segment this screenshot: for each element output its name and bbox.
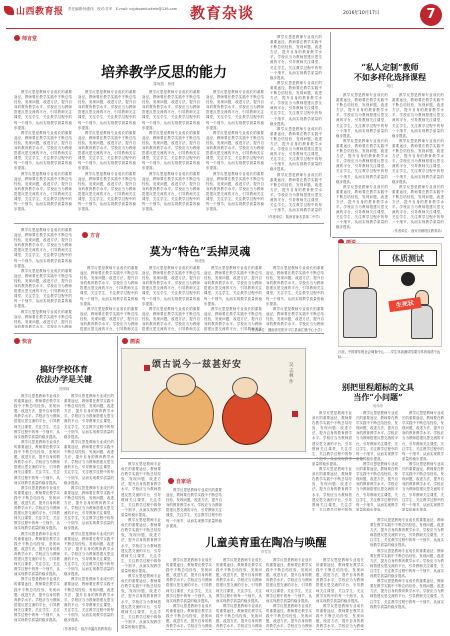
cartoon-caption: 日前，中国青年报社会调查中心……学生体质测试结果与体育成绩不达标…… xyxy=(338,350,441,359)
section-rule xyxy=(332,237,444,238)
article-column-top: 教学反思是教师专业成长的重要途径，教师要在教学实践中不断总结经验，发现问题，改进方法，提升自身的教育教学水平。学校应当为教师搭建反思交流的平台，引导教师关注课堂，关注学生，关注教学过程中的每一个细节，从而实现教学质量的稳步提高。 xyxy=(166,488,222,528)
tag-fangyan: 方言 xyxy=(82,232,100,239)
article-column-3: 教学反思是教师专业成长的重要途径，教师要在教学实践中不断总结经验，发现问题，改进方法，提升自身的教育教学水平。学校应当为教师搭建反思交流的平台，引导教师关注课堂，关注学生，关注教学过程中的每一个细节，从而实现教学质量的稳步提高。 教学反思是教师专业成长的重要途径，教师要在教学实践中不断总结经验，发现问题，改进方法，提升自身的教育教学水平。学校应当为教师搭建反思交流的平台，引导教师关注课堂，关注学生，关注教学过程中的每一个细节，从而实现教学质量的稳步提高。 xyxy=(402,411,444,511)
tag-huashuo: 画说 xyxy=(122,338,140,345)
article-column-1: 教学反思是教师专业成长的重要途径，教师要在教学实践中不断总结经验，发现问题，改进方法，提升自身的教育教学水平。学校应当为教师搭建反思交流的平台，引导教师关注课堂，关注学生，关注教学过程中的每一个细节，从而实现教学质量的稳步提高。 教学反思是教师专业成长的重要途径，教师要在教学实践中不断总结经验，发现问题，改进方法，提升自身的教育教学水平。学校应当为教师搭建反思交流的平台，引导教师关注课堂，关注学生，关注教学过程中的每一个细节，从而实现教学质量的稳步提高。 教学反思是教师专业成长的重要途径，教师要在教学实践中不断总结经验，发现问题，改进方法，提升自身的教育教学水平。学校应当为教师搭建反思交流的平台，引导教师关注课堂，关注学生，关注教学过程中的每一个细节，从而实现教学质量的稳步提高。 xyxy=(14,90,72,212)
article-column-4: 教学反思是教师专业成长的重要途径，教师要在教学实践中不断总结经验，发现问题，改进方法，提升自身的教育教学水平。学校应当为教师搭建反思交流的平台，引导教师关注课堂，关注学生，关注教学过程中的每一个细节，从而实现教学质量的稳步提高。 教学反思是教师专业成长的重要途径，教师要在教学实践中不断总结经验，发现问题，改进方法，提升自身的教育教学水平。学校应当为教师 xyxy=(266,266,324,326)
article-credit: （作者单位：湖南省岳阳市平江县南江镇中心小学） xyxy=(248,328,324,332)
article-column-left: 教学反思是教师专业成长的重要途径，教师要在教学实践中不断总结经验，发现问题，改进方法，提升自身的教育教学水平。学校应当为教师搭建反思交流的平台，引导教师关注课堂，关注学生，关注教学过程中的每一个细节，从而实现教学质量的稳步提高。 教学反思是教师专业成长的重要途径，教师要在教学实践中不断总结经验，发现问题，改进方法，提升自身的教育教学水平。学校应当为教师搭建反思交流的平台，引导教师关注课堂，关注学生，关注教学过程中的每一个细节，从而实现教学质量的稳步提高。 教学反思是教师专业成长的重要途径，教师要在教学实践中不断总结经验，发现问题，改进方法，提升自身的教育教学水平。学校应当为教师 xyxy=(14,228,72,328)
article-column-1: 教学反思是教师专业成长的重要途径，教师要在教学实践中不断总结经验，发现问题，改进方法，提升自身的教育教学水平。学校应当为教师搭建反思交流的平台，引导教师关注课堂，关注学生，关注教学过程中的每一个细节，从而实现教学质量的稳步提高。 教学反思是教师专业成长的重要途径，教师要在教学实践中不断总结经验，发现问题，改进方法，提升自身的教育教学水平。学校应当为教师搭建反思交流的平台，引导教师关注课堂，关注学生，关注教学过程中的每一个细节，从而实现教学质量的稳步提高。 教学反思是教师专业成长的重要途径，教师要在教学实践中不断总结经验，发现问题，改进方法，提升自身的教育教学水平。学校应当为教师搭建反思交流的平台，引导教师关注课堂，关注学生，关注教学过程中的每一个细节，从而实现教学质量的稳步提高。 教学反思是教师专业成长的重要途径，教师要在教学实践中不断总结经验，发现问题，改进方法，提升自身的教育教学水平。学校应当为教师搭建反思交流的平台，引导教师关注课堂，关注学生，关注教学过程中的每一个细节，从而实现教学质量的稳步提高。 教学反思是教师专业成长的重要途径，教师要在教学实践中不断总结经验，发现问题，改进方法，提升自身的教育教学水平。学校应当为教师搭建反思交流的平台，引导教师关注课堂，关注学生，关注教学过程中的每一个细节，从而实现教学质量的稳步提高。 xyxy=(14,394,60,623)
article-credit: （作者单位：临汾市襄汾县教育局） xyxy=(61,627,114,631)
tag-dot-icon xyxy=(14,338,20,344)
tag-dot-icon xyxy=(82,232,88,238)
tag-dot-icon xyxy=(168,478,174,484)
article-byline: 陈海燕 杨建 xyxy=(153,82,175,86)
cartoon-student-body xyxy=(411,305,433,339)
article-column-2: 教学反思是教师专业成长的重要途径，教师要在教学实践中不断总结经验，发现问题，改进方法，提升自身的教育教学水平。学校应当为教师搭建反思交流的平台，引导教师关注课堂，关注学生，关注教学过程中的每一个细节，从而实现教学质量的稳步提高。 教学反思是教师专业成长的重要途径，教师要在教学实践中不断总结经验，发现问题，改进方法，提升自身的教育教学水平。学校应当为教师搭建反思交流的平台，引导教师关注课堂，关注学生，关注教学过程中的每一个细节，从而实现教学质量的稳步提高。 教学反思是教师专业成长的重要途径，教师要在教学实践中不断总结经验，发现问题，改进方法，提升自身的教育教学水平。学校应当为教师搭建反思交流的平台，引导教师关注课堂，关注学生，关注教学过程中的每一个细节，从而实现教学质量的 xyxy=(392,93,444,225)
painting-face-right xyxy=(232,377,258,399)
masthead-info: 责任编辑:杨建伟 校对:苏军 E-mail: sxjybsxeduxkmb@126.com xyxy=(68,7,178,11)
article-headline: “私人定制”教师 不如多样化选择课程 xyxy=(354,62,426,82)
section-rule xyxy=(14,333,324,334)
article-column-2: 教学反思是教师专业成长的重要途径，教师要在教学实践中不断总结经验，发现问题，改进方法，提升自身的教育教学水平。学校应当为教师搭建反思交流的平台，引导教师关注课堂，关注学生，关注教学过程中的每一个细节，从而实现教学质量的稳步提高。 教学反思是教师专业成长的重要途径，教师要在教学实践中不断总结经验，发现问题，改进方法，提升自身的教育教学水平。学校应当为教师搭建反思交流的平台，引导教师关注 xyxy=(142,266,200,332)
painting-figure-right xyxy=(222,391,272,445)
article-headline: 培养教学反思的能力 xyxy=(101,65,227,81)
tag-kuaiyan: 快言 xyxy=(14,338,32,345)
logo-bird-icon xyxy=(4,6,14,15)
article-column-left: 教学反思是教师专业成长的重要途径，教师要在教学实践中不断总结经验，发现问题，改进方法，提升自身的教育教学水平。学校应当为教师搭建反思交流的平台，引导教师关注课堂，关注学生，关注教学过程中的每一个细节，从而实现教学质量的稳步提高。 教学反思是教师专业成长的重要途径，教师要在教学实践中不断总结经验，发现问题，改进方法，提升自身的教育教学水平。学校应当为教师搭建反思交流的平台，引导教师关注课堂，关注学生，关注教学过程中的每一个细节，从而实现教学质量的稳步提高。 教学反思是教师专业成长的重要途径，教师要在教学实践中不断总结经验，发现问题，改进方法，提升自身的教育教学水平。学校应当为教师搭建反思交流的平台，引导教师关注课堂，关注学生，关注教学过程中的每一个细节，从而实现教学质量的稳步提高。 xyxy=(121,462,161,629)
article-column-5: 教学反思是教师专业成长的重要途径，教师要在教学实践中不断总结经验，发现问题，改进方法，提升自身的教育教学水平。学校应当为教师搭建反思交流的平台，引导教师关注课堂，关注学生，关注教学过程中的每一个细节，从而实现教学质量的稳步提高。 教学反思是教师专业成长的重要途径，教师要在教学实践中不断总结经验，发现问题，改进方法，提升自身的教育教学水平。学校应当为教师搭建反思交流的平台，引导教师关注课堂，关注学生，关注教学过程中的每一个细节，从而实现教学质量的稳步提高。 教学反思是教师专业成长的重要途径，教师要在教学实践中不断总结经验，发现问题，改进方法，提升自身的教育教学水平。学校应当为教师搭建反思交流的平台，引导教师关注课堂，关注学生，关注教学过程中的每一个细节，从而实现教学质量的稳步提高。 教学反思是教师专业成长的重要途径，教师要在教学实践中不断总结经验，发现问题，改进方法，提升自身的教育教学水平。学校应当为教师搭建反思交流的平台，引导教师关注课堂，关注学生，关注教学过程中的每一个细节，从而实现教学质量的 xyxy=(270,35,322,213)
article-column-3: 教学反思是教师专业成长的重要途径，教师要在教学实践中不断总结经验，发现问题，改进方法，提升自身的教育教学水平。学校应当为教师搭建反思交流的平台，引导教师关注课堂，关注学生，关注教学过程中的每一个细节，从而实现教学质量的稳步提高。 教学反思是教师专业成长的重要途径，教师要在教学实践中不断总结经验，发现问题，改进方法，提升自身的教育教学水平。学校应当为教师 xyxy=(266,558,312,629)
article-column-2: 教学反思是教师专业成长的重要途径，教师要在教学实践中不断总结经验，发现问题，改进方法，提升自身的教育教学水平。学校应当为教师搭建反思交流的平台，引导教师关注课堂，关注学生，关注教学过程中的每一个细节，从而实现教学质量的稳步提高。 教学反思是教师专业成长的重要途径，教师要在教学实践中不断总结经验，发现问题，改进方法，提升自身的教育教学水平。学校应当为教师搭建反思交流的平台，引导教师关注课堂，关注学生，关注教学过程中的每一个细节，从而实现教学质量的稳步提高。 教学反思是教师专业成长的重要途径，教师要在教学实践中不断总结经验，发现问题，改进方法，提升自身的教育教学水平。学校应当为教师搭建反思交流的平台，引导教师关注课堂，关注学生，关注教学过程中的每一个细节，从而实现教学质量的稳步提高。 教学反思是教师专业成长的重要途径，教师要在教学实践中不断总结经验，发现问题，改进方法，提升自身的教育教学水平。学校应当为教师搭建反思交流的平台，引导教师关注课堂，关注学生，关注教学过程中的每一个细节，从而实现教学质量的稳步提高。 教学反思是教师专业成长的重要途径，教师要在教学实践中不断总结经验，发现问题，改进方法，提升自身的教育教学水平。学校应当为教师搭建反思交流的平台，引导教师关注课堂，关注学生，关注教学过程中的每一个细节，从而实现教学质量的稳步提高。 xyxy=(64,394,114,623)
painting-seal xyxy=(292,411,298,417)
article-byline: 乔雪芳 xyxy=(260,550,272,554)
article-byline: 吴伟东 xyxy=(372,404,384,408)
tag-shiyantang: 师言堂 xyxy=(14,35,37,42)
section-rule xyxy=(14,223,324,224)
column-divider xyxy=(117,336,118,632)
painting-face-left xyxy=(166,373,196,397)
article-credit: （作者单位：陕西省神木县第二中学） xyxy=(265,215,322,219)
cartoon-official-body xyxy=(343,288,377,338)
tag-zijiahua: 自家话 xyxy=(168,478,191,485)
article-column-1: 教学反思是教师专业成长的重要途径，教师要在教学实践中不断总结经验，发现问题，改进方法，提升自身的教育教学水平。学校应当为教师搭建反思交流的平台，引导教师关注课堂，关注学生，关注教学过程中的每一个细节，从而实现教学质量的稳步提高。 教学反思是教师专业成长的重要途径，教师要在教学实践中不断总结经验，发现问题，改进方法，提升自身的教育教学水平。学校应当为教师搭建反思交流的平台，引导教师关注 xyxy=(80,266,138,332)
article-byline: 冯照林 xyxy=(58,387,70,391)
article-column-1: 教学反思是教师专业成长的重要途径，教师要在教学实践中不断总结经验，发现问题，改进方法，提升自身的教育教学水平。学校应当为教师搭建反思交流的平台，引导教师关注课堂，关注学生，关注教学过程中的每一个细节，从而实现教学质量的稳步提高。 教学反思是教师专业成长的重要途径，教师要在教学实践中不断总结经验，发现问题，改进方法，提升自身的教育教学水平。学校应当为教师搭建反思交流的平台，引导教师关注课堂，关注学生，关注教学过程中的每 xyxy=(312,411,352,511)
section-title: 教育杂谈 xyxy=(190,4,255,22)
article-headline: 莫为“特色”丢掉灵魂 xyxy=(149,245,251,258)
article-column-2: 教学反思是教师专业成长的重要途径，教师要在教学实践中不断总结经验，发现问题，改进方法，提升自身的教育教学水平。学校应当为教师搭建反思交流的平台，引导教师关注课堂，关注学生，关注教学过程中的每一个细节，从而实现教学质量的稳步提高。 教学反思是教师专业成长的重要途径，教师要在教学实践中不断总结经验，发现问题，改进方法，提升自身的教育教学水平。学校应当为教师搭建反思交流的平台，引导教师关注课堂，关注学生，关注教学过程中的每一个细节，从而实现教学质量的稳步提高。 xyxy=(356,411,398,511)
article-credit: （作者单位：西安市雁塔区教育局） xyxy=(391,229,444,233)
article-headline: 儿童美育重在陶冶与唤醒 xyxy=(205,536,327,549)
painting-seal xyxy=(144,365,150,371)
article-headline: 别把里程超标的文具 当作“小问题” xyxy=(342,382,414,402)
article-headline: 搞好学校体育 依法办学是关键 xyxy=(36,364,92,384)
painting-inscription: 吴志林 作 xyxy=(289,363,298,385)
cartoon-banner: 体质测试 xyxy=(379,250,437,266)
article-byline: 杨建伟 xyxy=(194,259,206,263)
article-column-1: 教学反思是教师专业成长的重要途径，教师要在教学实践中不断总结经验，发现问题，改进方法，提升自身的教育教学水平。学校应当为教师搭建反思交流的平台，引导教师关注课堂，关注学生，关注教学过程中的每一个细节，从而实现教学质量的稳步提高。 教学反思是教师专业成长的重要途径，教师要在教学实践中不断总结经验，发现问题，改进方法，提升自身的教育教学水平。学校应当为教师 xyxy=(166,558,212,629)
newspaper-logo xyxy=(4,4,64,16)
cartoon-official-head xyxy=(349,266,369,288)
cartoon-illustration xyxy=(338,243,442,347)
issue-date: 2016年10月17日 xyxy=(343,11,380,16)
article-column-4: 教学反思是教师专业成长的重要途径，教师要在教学实践中不断总结经验，发现问题，改进方法，提升自身的教育教学水平。学校应当为教师搭建反思交流的平台，引导教师关注课堂，关注学生，关注教学过程中的每一个细节，从而实现教学质量的稳步提高。 教学反思是教师专业成长的重要途径，教师要在教学实践中不断总结经验，发现问题，改进方法，提升自身的教育教学水平。学校应当为教师搭建反思交流的平台，引导教师关注课堂，关注学生，关注教学过程中的每一个细节，从而实现教学质量的稳步提高。 教学反思是教师专业成长的重要途径，教师要在教学实践中不断总结经验，发现问题，改进方法，提升自身的教育教学水平。学校应当为教师搭建反思交流的平台，引导教师关注课堂，关注学生，关注教学过程中的每一个细节，从而实现教学质量的稳步提高。 xyxy=(206,90,264,212)
masthead-rule xyxy=(6,28,444,29)
article-column-1: 教学反思是教师专业成长的重要途径，教师要在教学实践中不断总结经验，发现问题，改进方法，提升自身的教育教学水平。学校应当为教师搭建反思交流的平台，引导教师关注课堂，关注学生，关注教学过程中的每一个细节，从而实现教学质量的稳步提高。 教学反思是教师专业成长的重要途径，教师要在教学实践中不断总结经验，发现问题，改进方法，提升自身的教育教学水平。学校应当为教师搭建反思交流的平台，引导教师关注课堂，关注学生，关注教学过程中的每一个细节，从而实现教学质量的稳步提高。 教学反思是教师专业成长的重要途径，教师要在教学实践中不断总结经验，发现问题，改进方法，提升自身的教育教学水平。学校应当为教师搭建反思交流的平台，引导教师关注课堂，关注学生，关注教学过程中的每一个细节，从而实现教学质量的稳步提高。 xyxy=(336,93,388,230)
paper-name: 山西教育报 xyxy=(16,7,64,17)
column-divider xyxy=(330,32,331,237)
ink-painting xyxy=(121,348,306,452)
tag-dot-icon xyxy=(122,338,128,344)
article-column-3: 教学反思是教师专业成长的重要途径，教师要在教学实践中不断总结经验，发现问题，改进方法，提升自身的教育教学水平。学校应当为教师搭建反思交流的平台，引导教师关注课堂，关注学生，关注教学过程中的每一个细节，从而实现教学质量的稳步提高。 教学反思是教师专业成长的重要途径，教师要在教学实践中不断总结经验，发现问题，改进方法，提升自身的教育教学水平。学校应当为教师搭建反思交流的平台，引导教师关注 xyxy=(204,266,262,332)
article-column-4: 教学反思是教师专业成长的重要途径，教师要在教学实践中不断总结经验，发现问题，改进方法，提升自身的教育教学水平。学校应当为教师搭建反思交流的平台，引导教师关注课堂，关注学生，关注教学过程中的每一个细节，从而实现教学质量的稳步提高。 教学反思是教师专业成长的重要途径，教师要在教学实践中不断总结经验，发现问题，改进方法，提升自身的教育教学水平。学校应当为教师 xyxy=(316,558,364,629)
painting-calligraphy: 颂古说今一兹甚好安 xyxy=(152,360,243,370)
cartoon-sign: 生死状 xyxy=(388,297,421,312)
article-byline: 胡红 xyxy=(386,84,394,88)
page-number: 7 xyxy=(420,4,442,26)
article-column-2: 教学反思是教师专业成长的重要途径，教师要在教学实践中不断总结经验，发现问题，改进方法，提升自身的教育教学水平。学校应当为教师搭建反思交流的平台，引导教师关注课堂，关注学生，关注教学过程中的每一个细节，从而实现教学质量的稳步提高。 教学反思是教师专业成长的重要途径，教师要在教学实践中不断总结经验，发现问题，改进方法，提升自身的教育教学水平。学校应当为教师 xyxy=(216,558,262,629)
tag-dot-icon xyxy=(14,35,20,41)
article-column-4: 教学反思是教师专业成长的重要途径，教师要在教学实践中不断总结经验，发现问题，改进方法，提升自身的教育教学水平。学校应当为教师搭建反思交流的平台，引导教师关注课堂，关注学生，关注教学过程中的每一个细节，从而实现教学质量的稳步提高。 教学反思是教师专业成长的重要途径，教师要在教学实践中不断总结经验，发现问题，改进方法，提升自身的教育教学水平。学校应当为教师搭建反思交流的平台，引导教师关注课堂，关注学生，关注教学过程中的每一个细节，从而实现教学质量的稳步提高。 教学反思是教师专业成长的重要途径，教师要在教学实践中不断总结经验，发现问题，改进方法，提升自身的教育教学水平。学校应当为教师搭建反思交流的平台，引导教师关注课堂，关注学生，关注教学过程中的每一个细节，从而实现教学质量的稳步提高。 xyxy=(370,518,444,609)
section-rule xyxy=(120,458,364,459)
article-column-2: 教学反思是教师专业成长的重要途径，教师要在教学实践中不断总结经验，发现问题，改进方法，提升自身的教育教学水平。学校应当为教师搭建反思交流的平台，引导教师关注课堂，关注学生，关注教学过程中的每一个细节，从而实现教学质量的稳步提高。 教学反思是教师专业成长的重要途径，教师要在教学实践中不断总结经验，发现问题，改进方法，提升自身的教育教学水平。学校应当为教师搭建反思交流的平台，引导教师关注课堂，关注学生，关注教学过程中的每一个细节，从而实现教学质量的稳步提高。 教学反思是教师专业成长的重要途径，教师要在教学实践中不断总结经验，发现问题，改进方法，提升自身的教育教学水平。学校应当为教师搭建反思交流的平台，引导教师关注课堂，关注学生，关注教学过程中的每一个细节，从而实现教学质量的稳步提高。 xyxy=(78,90,136,212)
skull-icon xyxy=(401,272,415,286)
article-column-3: 教学反思是教师专业成长的重要途径，教师要在教学实践中不断总结经验，发现问题，改进方法，提升自身的教育教学水平。学校应当为教师搭建反思交流的平台，引导教师关注课堂，关注学生，关注教学过程中的每一个细节，从而实现教学质量的稳步提高。 教学反思是教师专业成长的重要途径，教师要在教学实践中不断总结经验，发现问题，改进方法，提升自身的教育教学水平。学校应当为教师搭建反思交流的平台，引导教师关注课堂，关注学生，关注教学过程中的每一个细节，从而实现教学质量的稳步提高。 教学反思是教师专业成长的重要途径，教师要在教学实践中不断总结经验，发现问题，改进方法，提升自身的教育教学水平。学校应当为教师搭建反思交流的平台，引导教师关注课堂，关注学生，关注教学过程中的每一个细节，从而实现教学质量的稳步提高。 xyxy=(142,90,200,212)
